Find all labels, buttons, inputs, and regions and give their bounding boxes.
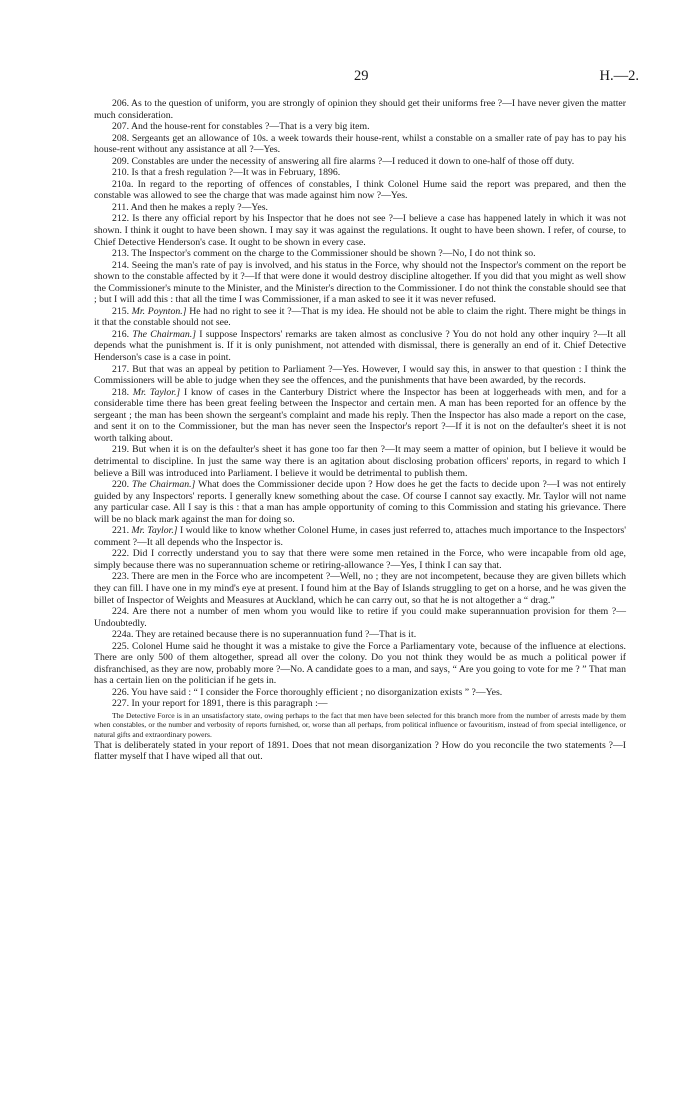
speaker-label: Mr. Taylor.] [131,525,178,537]
qa-paragraph [94,571,626,606]
paragraph-text: And then he makes a reply ?—Yes. [130,201,268,213]
paragraph-number: 210a. [112,178,134,190]
paragraph-text: Are there not a number of men whom you would like to retire if you could make superannuation provision for them ?—Undoubtedly. [94,606,626,629]
paragraph-number: 216. [112,328,130,340]
qa-paragraph [94,260,626,306]
qa-paragraph [94,548,626,571]
paragraph-number: 211. [112,201,129,213]
paragraph-text: There are men in the Force who are incompetent ?—Well, no ; they are not incompetent, because they are given billets which they can fill. I have one in my mind's eye at present. I found him at the Bay of Islands struggling to get on a horse, and he was given the billet of Inspector of Weights and Measures at Auckland, which he can carry out, so that he is not altogether a “ drag.” [94,571,626,606]
qa-paragraph [94,479,626,525]
speaker-label: Mr. Taylor.] [132,386,181,398]
paragraph-number: 227. [112,698,130,710]
paragraph-text: In your report for 1891, there is this paragraph :— [131,698,328,710]
paragraph-number: 212. [112,213,130,225]
document-reference: H.—2. [599,68,639,84]
paragraph-text: But when it is on the defaulter's sheet it has gone too far then ?—It may seem a matter of opinion, but I believe it would be detrimental to discipline. In just the same way there is an agitation about disclosing probation officers' reports, in regard to which I believe a Bill was introduced into Parliament. I believe it would be detrimental to publish them. [94,444,626,479]
paragraph-text: Sergeants get an allowance of 10s. a week towards their house-rent, whilst a constable on a smaller rate of pay has to pay his house-rent without any assistance at all ?—Yes. [94,132,627,156]
paragraph-text: But that was an appeal by petition to Parliament ?—Yes. However, I would say this, in answer to that question : I think the Commissioners will be able to judge when they see the offences, and the punishments that have been awarded, by the records. [94,363,627,387]
paragraph-number: 213. [112,248,130,260]
paragraph-text: And the house-rent for constables ?—That is a very big item. [130,121,370,133]
speaker-label: The Chairman.] [131,479,196,491]
paragraph-number: 225. [112,640,130,652]
qa-paragraph [94,167,626,179]
paragraph-number: 210. [112,167,130,179]
paragraph-number: 206. [112,98,130,109]
document-body [94,98,626,763]
paragraph-number: 207. [112,121,130,133]
paragraph-number: 214. [112,259,130,271]
paragraph-text: Did I correctly understand you to say that there were some men retained in the Force, who were incapable from old age, simply because there was no superannuation scheme or retiring-allowance ?—Yes, I think I can say that. [94,548,626,571]
paragraph-text: He had no right to see it ?—That is my idea. He should not be able to claim the right. There might be things in it that the constable should not see. [94,305,627,329]
qa-paragraph [94,213,626,248]
qa-paragraph [94,641,626,687]
qa-paragraph [94,133,626,156]
qa-paragraph [94,179,626,202]
paragraph-text: I suppose Inspectors' remarks are taken almost as conclusive ? You do not hold any other inquiry ?—It all depends what the punishment is. If it is only punishment, not attended with dismissal, there is generally an end of it. Chief Detective Henderson's case is a case in point. [94,328,627,364]
paragraph-number: 209. [112,155,130,167]
qa-paragraph [94,444,626,479]
closing-paragraph: That is deliberately stated in your report of 1891. Does that not mean disorganization ? How do you reconcile the two statements ?—I flatter myself that I have wiped all that out. [94,739,626,763]
speaker-label: Mr. Poynton.] [131,305,187,317]
paragraph-number: 220. [112,479,130,491]
quoted-report-paragraph: The Detective Force is in an unsatisfactory state, owing perhaps to the fact that men have been selected for this branch more from the number of arrests made by them when constables, or the number and verbosity of reports furnished, or, worse than all perhaps, from political influence or favouritism, instead of from special intelligence, or natural gifts and extraordinary powers. [94,710,626,739]
paragraph-number: 219. [112,444,130,456]
qa-paragraph [94,306,626,329]
paragraph-text: The Inspector's comment on the charge to the Commissioner should be shown ?—No, I do not think so. [131,248,536,260]
page-header [0,68,700,88]
paragraph-text: I know of cases in the Canterbury District where the Inspector has been at loggerheads with men, and for a considerable time there has been great feeling between the Inspector and certain men. A man has been reported for an offence by the sergeant ; the man has been shown the sergeant's complaint and made his reply. Then the Inspector has also made a report on the case, and sent it on to the Commissioner, but the man has never seen the Inspector's report ?—If it is not on the defaulter's sheet it is not worth talking about. [94,386,627,444]
paragraph-text: What does the Commissioner decide upon ? How does he get the facts to decide upon ?—I was not entirely guided by any Inspectors' reports. I generally knew something about the case. Of course I cannot say exactly. Mr. Taylor will not name any particular case. All I say is this : that a man has ample opportunity of coming to this Commission and stating his grievance. There will be no black mark against the man for doing so. [94,479,627,525]
paragraph-number: 224. [112,606,130,618]
qa-paragraph [94,364,626,387]
paragraph-text: Colonel Hume said he thought it was a mistake to give the Force a Parliamentary vote, because of the influence at elections. There are only 500 of them altogether, spread all over the colony. Do you not think they would be as much a political power if disfranchised, as they are now, probably more ?—No. A candidate goes to a man, and says, “ Are you going to vote for me ? ” That man has a certain lien on the politician if he gets in. [94,640,626,687]
qa-paragraph [94,329,626,364]
paragraph-text: Is there any official report by his Inspector that he does not see ?—I believe a case has happened lately in which it was not shown. I think it ought to have been shown. I may say it was against the regulations. It ought to have been shown. I refer, of course, to Chief Detective Henderson's case. It ought to be shown in every case. [94,213,626,248]
paragraph-number: 226. [112,686,130,698]
paragraph-number: 224a. [112,629,134,641]
paragraph-text: Is that a fresh regulation ?—It was in February, 1896. [131,167,341,179]
paragraph-text: They are retained because there is no superannuation fund ?—That is it. [135,629,417,641]
paragraph-text: I would like to know whether Colonel Hume, in cases just referred to, attaches much importance to the Inspectors' comment ?—It all depends who the Inspector is. [94,525,626,548]
paragraph-text: As to the question of uniform, you are strongly of opinion they should get their uniforms free ?—I have never given the matter much consideration. [94,98,626,121]
qa-paragraph [94,98,626,121]
paragraph-number: 221. [112,525,130,537]
paragraph-number: 223. [112,571,130,583]
qa-paragraph [94,687,626,699]
qa-paragraph [94,606,626,629]
page-number: 29 [354,68,369,84]
qa-paragraph [94,202,626,214]
qa-paragraph [94,698,626,710]
paragraph-number: 218. [112,386,130,398]
qa-paragraph [94,121,626,133]
paragraph-number: 217. [112,363,130,375]
paragraph-text: Constables are under the necessity of answering all fire alarms ?—I reduced it down to one-half of those off duty. [131,155,575,167]
qa-paragraph [94,629,626,641]
qa-paragraph [94,387,626,445]
paragraph-number: 215. [112,305,130,317]
paragraph-number: 222. [112,548,130,560]
paragraph-number: 208. [112,132,130,144]
qa-paragraph [94,525,626,548]
qa-paragraph [94,156,626,168]
paragraph-text: You have said : “ I consider the Force thoroughly efficient ; no disorganization exists ” ?—Yes. [131,686,503,698]
paragraph-text: In regard to the reporting of offences of constables, I think Colonel Hume said the report was prepared, and then the constable was allowed to see the charge that was made against him now ?—Yes. [94,178,626,202]
speaker-label: The Chairman.] [132,328,196,340]
paragraph-text: Seeing the man's rate of pay is involved, and his status in the Force, why should not the Inspector's comment on the report be shown to the constable affected by it ?—If that were done it would destroy discipline altogether. If you did that you might as well show the Commissioner's minute to the Minister, and the Minister's direction to the Commissioner. I do not think the constable should see that ; but I will add this : that all the time I was Commissioner, if a man asked to see it it was never refused. [94,259,627,306]
qa-paragraph [94,248,626,260]
